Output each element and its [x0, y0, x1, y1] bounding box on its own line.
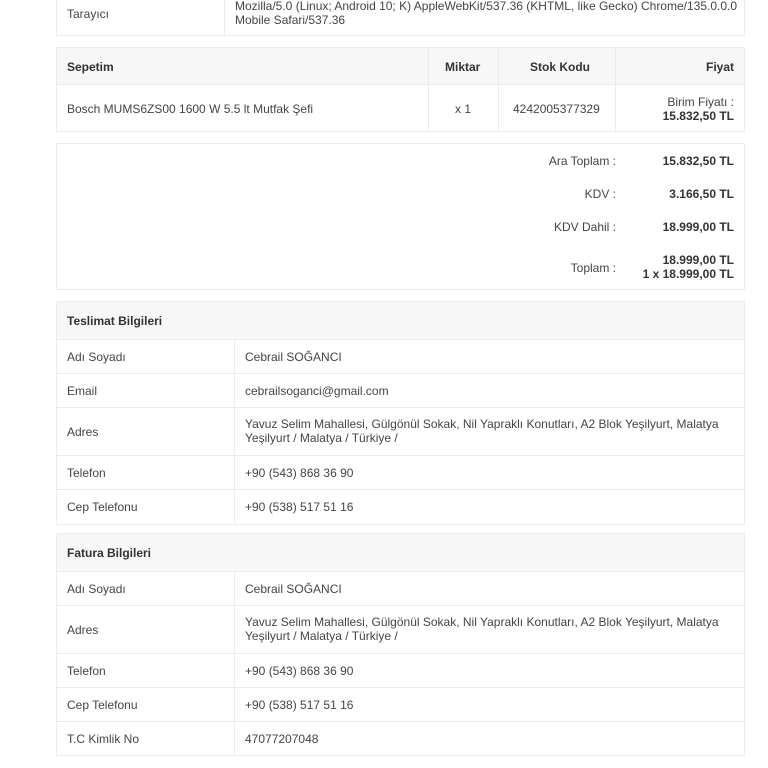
row-value: 47077207048 [245, 732, 319, 746]
cart-header-price: Fiyat [705, 60, 734, 74]
divider [234, 572, 235, 605]
cart-header-qty: Miktar [445, 60, 481, 74]
table-row [57, 408, 744, 456]
billing-info-section [56, 533, 745, 756]
row-label: Email [67, 384, 98, 398]
section-title: Teslimat Bilgileri [57, 302, 744, 340]
divider [498, 48, 499, 131]
incl-vat-value: 18.999,00 TL [662, 220, 734, 234]
row-label: Adı Soyadı [67, 582, 126, 596]
subtotal-value: 15.832,50 TL [662, 154, 734, 168]
cart-header-sku: Stok Kodu [530, 60, 590, 74]
row-label: Adres [67, 623, 99, 637]
section-title: Fatura Bilgileri [57, 534, 744, 572]
row-value: +90 (543) 868 36 90 [245, 466, 354, 480]
address-line1: Yavuz Selim Mahallesi, Gülgönül Sokak, Nil Yapraklı Konutları, A2 Blok Yeşilyurt, Malatya [245, 417, 719, 431]
divider [615, 48, 616, 131]
table-row [57, 340, 744, 374]
table-row [57, 374, 744, 408]
divider [234, 456, 235, 489]
address-line2: Yeşilyurt / Malatya / Türkiye / [245, 431, 398, 445]
cart-item-qty: x 1 [455, 102, 472, 116]
row-label: Adres [67, 425, 99, 439]
table-row [57, 722, 744, 756]
row-value: +90 (543) 868 36 90 [245, 664, 354, 678]
table-row [57, 606, 744, 654]
row-value: +90 (538) 517 51 16 [245, 698, 354, 712]
row-label: Adı Soyadı [67, 350, 126, 364]
table-row [57, 688, 744, 722]
divider [234, 688, 235, 721]
total-label: Toplam : [570, 261, 616, 275]
row-value [245, 615, 740, 643]
cart-header-item: Sepetim [67, 60, 114, 74]
row-value: cebrailsoganci@gmail.com [245, 384, 389, 398]
vat-value: 3.166,50 TL [669, 187, 734, 201]
divider [234, 340, 235, 373]
row-label: Cep Telefonu [67, 500, 138, 514]
cart-unit-price-label: Birim Fiyatı : [667, 95, 734, 109]
row-value: +90 (538) 517 51 16 [245, 500, 354, 514]
row-label: T.C Kimlik No [67, 732, 140, 746]
row-value: Cebrail SOĞANCI [245, 350, 342, 364]
totals-card [56, 143, 745, 290]
divider [224, 0, 225, 35]
browser-value-line1: Mozilla/5.0 (Linux; Android 10; K) AppleWebKit/537.36 (KHTML, like Gecko) Chrome/135.0.0.0 [235, 0, 738, 13]
subtotal-label: Ara Toplam : [548, 154, 616, 168]
incl-vat-label: KDV Dahil : [553, 220, 616, 234]
address-line1: Yavuz Selim Mahallesi, Gülgönül Sokak, Nil Yapraklı Konutları, A2 Blok Yeşilyurt, Malatya [245, 615, 719, 629]
row-label: Cep Telefonu [67, 698, 138, 712]
vat-label: KDV : [584, 187, 616, 201]
row-label: Telefon [67, 664, 106, 678]
cart-unit-price: 15.832,50 TL [662, 109, 734, 123]
browser-label: Tarayıcı [67, 7, 110, 21]
installment-value: 1 x 18.999,00 TL [642, 267, 734, 281]
delivery-info-section [56, 301, 745, 525]
cart-item-name: Bosch MUMS6ZS00 1600 W 5.5 lt Mutfak Şefi [67, 102, 314, 116]
table-row [57, 654, 744, 688]
address-line2: Yeşilyurt / Malatya / Türkiye / [245, 629, 398, 643]
divider [234, 722, 235, 755]
row-label: Telefon [67, 466, 106, 480]
table-row [57, 490, 744, 524]
divider [428, 48, 429, 131]
divider [234, 606, 235, 653]
cart-item-sku: 4242005377329 [513, 102, 600, 116]
table-row [57, 456, 744, 490]
total-value: 18.999,00 TL [662, 253, 734, 267]
divider [234, 408, 235, 455]
row-value [245, 417, 740, 445]
browser-value-line2: Mobile Safari/537.36 [235, 13, 346, 27]
divider [234, 374, 235, 407]
browser-info-card [56, 0, 745, 36]
divider [234, 490, 235, 524]
cart-table [56, 47, 745, 132]
cart-table-header [57, 48, 744, 85]
divider [234, 654, 235, 687]
browser-value [235, 0, 740, 27]
table-row [57, 572, 744, 606]
row-value: Cebrail SOĞANCI [245, 582, 342, 596]
